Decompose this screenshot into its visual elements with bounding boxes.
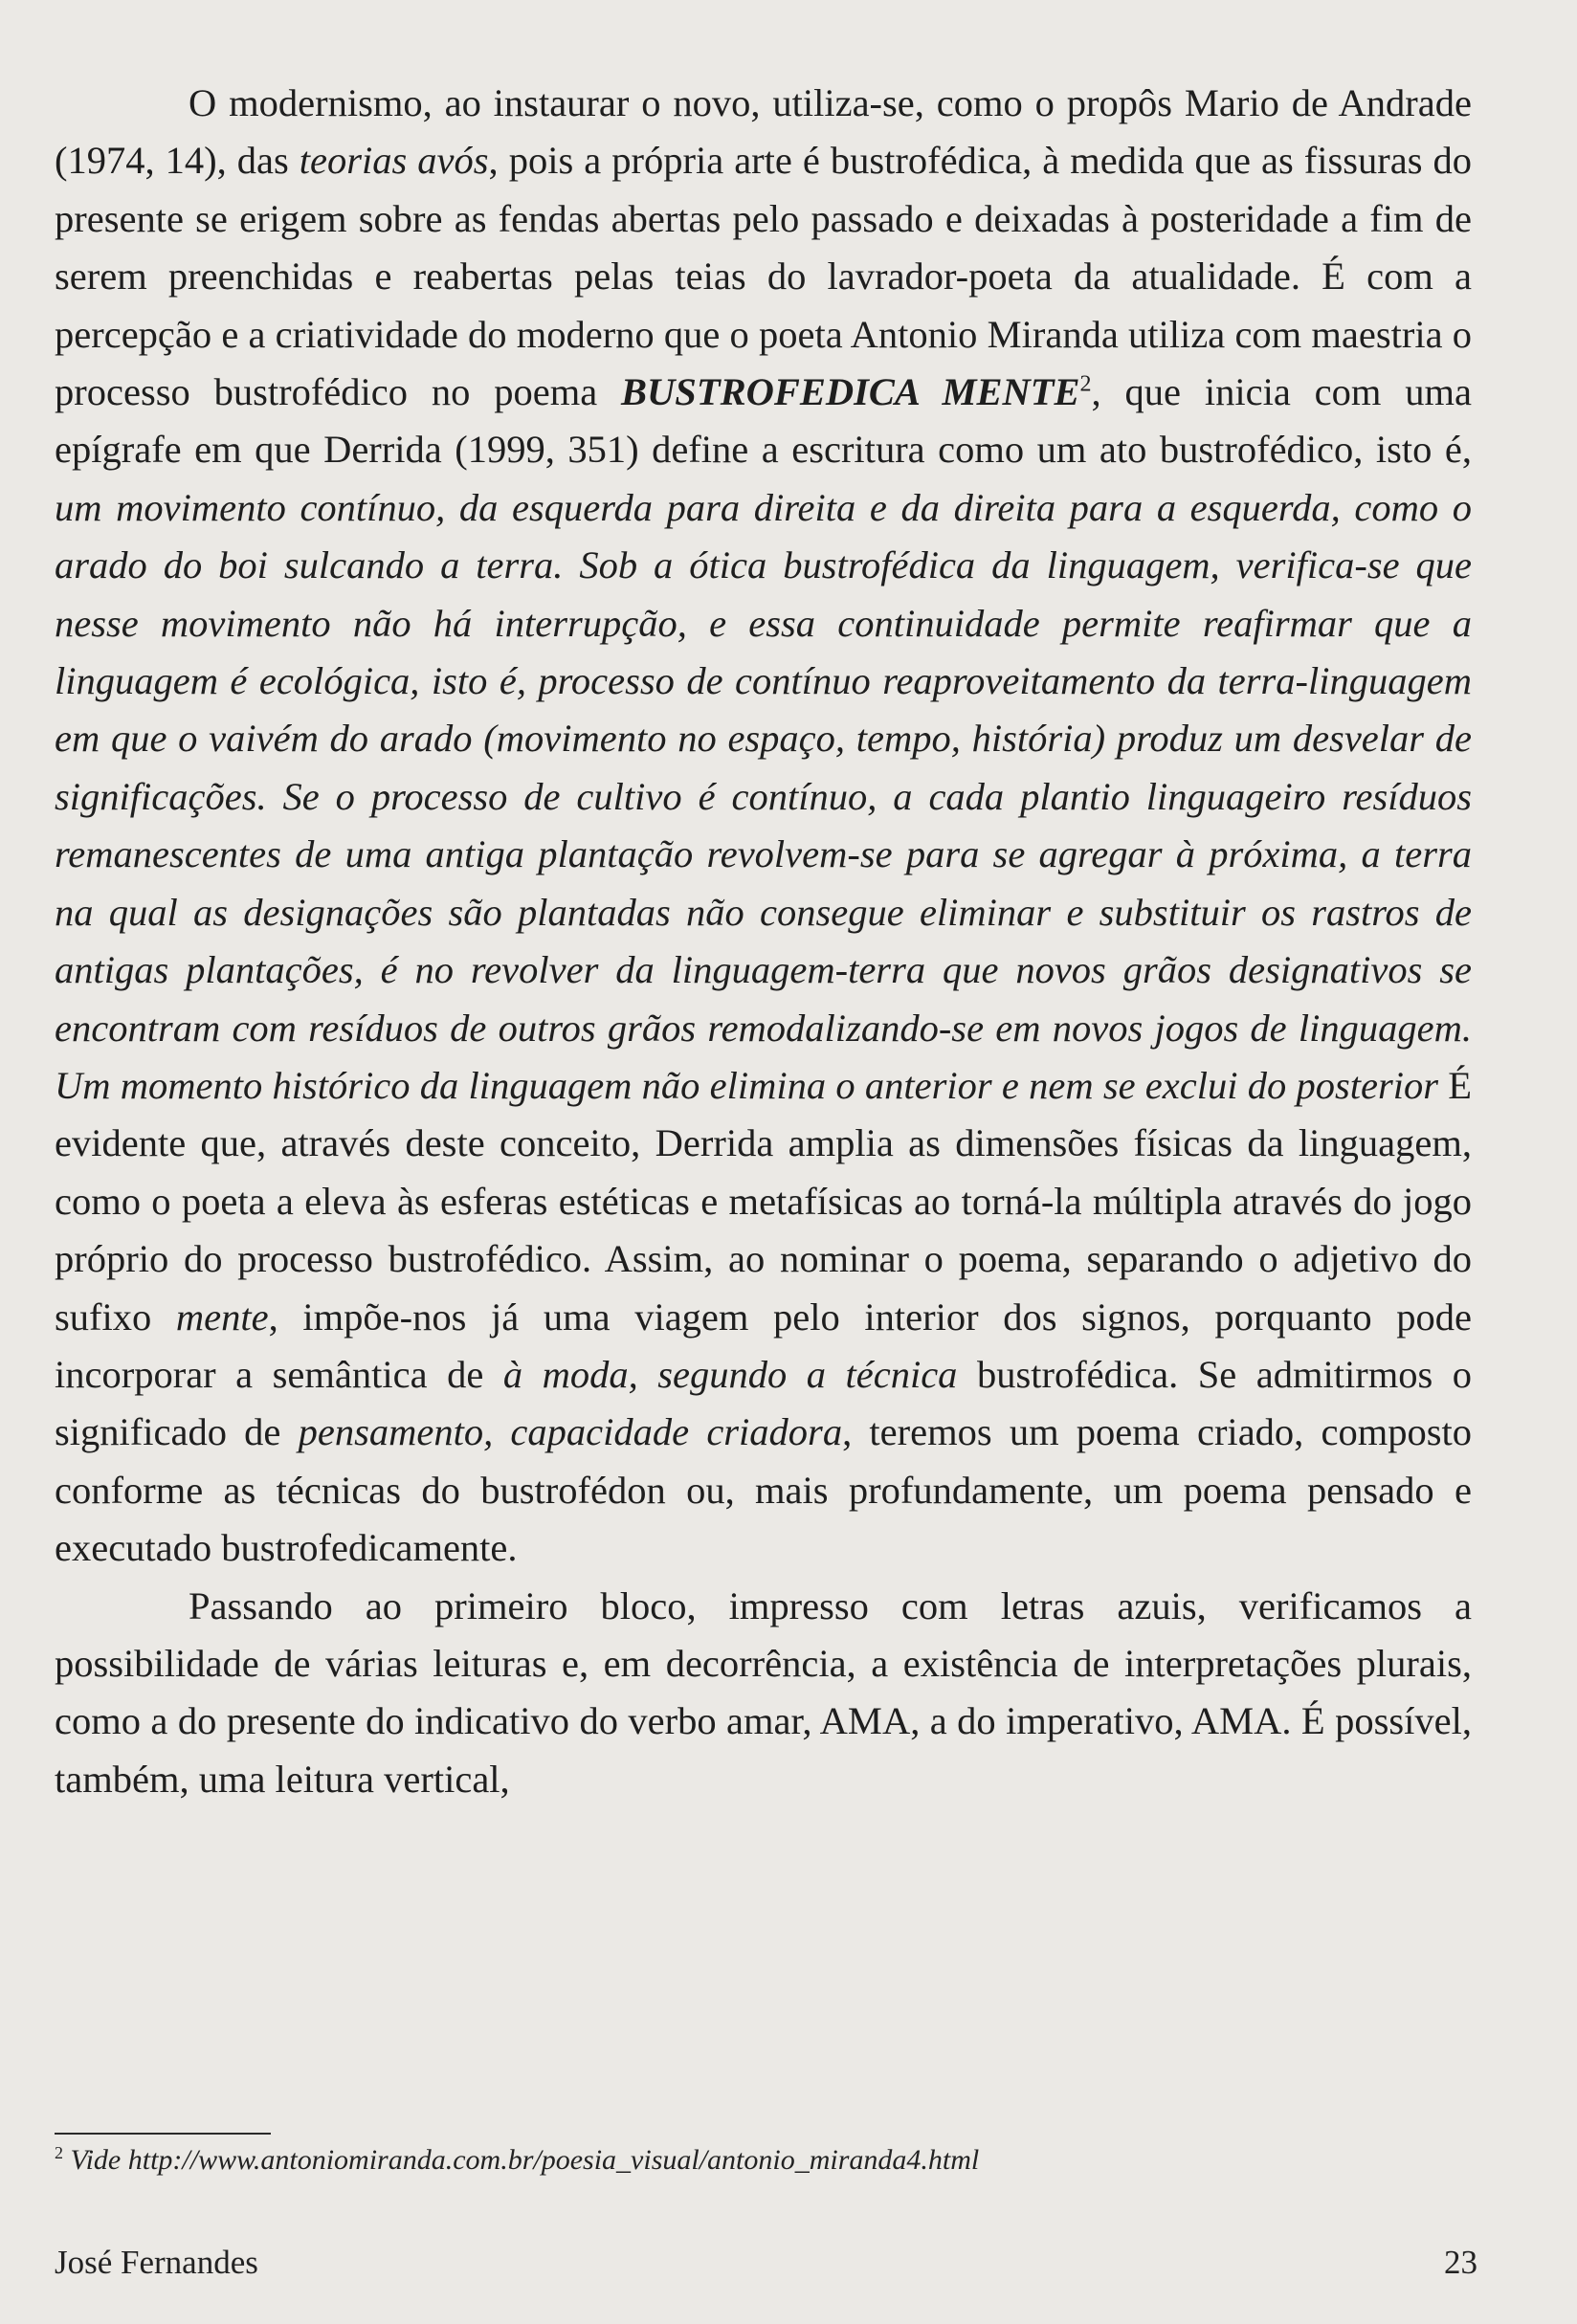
poem-title: BUSTROFEDICA MENTE bbox=[621, 370, 1080, 414]
footnote-marker: 2 bbox=[55, 2143, 63, 2162]
page-number: 23 bbox=[1444, 2244, 1477, 2281]
p1-italic-derrida-quote: um movimento contínuo, da esquerda para direita e da direita para a esquerda, como o arado do boi sulcando a terra. Sob a ótica bustrofédica da linguagem, verifica-se que nesse movimento não há interrupção, e essa continuidade permite reafirmar que a linguagem é ecológica, isto é, processo de contínuo reaproveitamento da terra-linguagem em que o vaivém do arado (movimento no espaço, tempo, história) produz um desvelar de significações. Se o processo de cultivo é contínuo, a cada plantio linguageiro resíduos remanescentes de uma antiga plantação revolvem-se para se agregar à próxima, a terra na qual as designações são plantadas não consegue eliminar e substituir os rastros de antigas plantações, é no revolver da linguagem-terra que novos grãos designativos se encontram com resíduos de outros grãos remodalizando-se em novos jogos de linguagem. Um momento histórico da linguagem não elimina o anterior e nem se exclui do posterior bbox=[55, 485, 1472, 1107]
p1-text-a: O modernismo, ao instaurar o novo, utiliza-se, como o propôs Mario de Andrade (1974, 14), das bbox=[55, 81, 1472, 183]
p1-text-c: , que inicia com uma epígrafe em que Derrida (1999, 351) define a escritura como um ato bustrofédico, isto é, bbox=[55, 370, 1472, 472]
footnote-text[interactable]: Vide http://www.antoniomiranda.com.br/poesia_visual/antonio_miranda4.html bbox=[63, 2144, 980, 2176]
p1-text-e: , impõe-nos já uma viagem pelo interior dos signos, porquanto pode incorporar a semântica de bbox=[55, 1295, 1472, 1396]
footnote bbox=[55, 2141, 979, 2180]
p1-italic-teorias-avos: teorias avós bbox=[299, 139, 489, 183]
p1-text-b: , pois a própria arte é bustrofédica, à medida que as fissuras do presente se erigem sobre as fendas abertas pelo passado e deixadas à posteridade a fim de serem preenchidas e reabertas pelas teias do lavrador-poeta da atualidade. É com a percepção e a criatividade do moderno que o poeta Antonio Miranda utiliza com maestria o processo bustrofédico no poema bbox=[55, 139, 1472, 414]
paragraph-2: Passando ao primeiro bloco, impresso com letras azuis, verificamos a possibilidade de várias leituras e, em decorrência, a existência de interpretações plurais, como a do presente do indicativo do verbo amar, AMA, a do imperativo, AMA. É possível, também, uma leitura vertical, bbox=[55, 1583, 1472, 1801]
p1-text-g: , teremos um poema criado, composto conforme as técnicas do bustrofédon ou, mais profundamente, um poema pensado e executado bustrofedicamente. bbox=[55, 1410, 1472, 1570]
p1-italic-a-moda: à moda, segundo a técnica bbox=[502, 1352, 958, 1396]
footnote-reference[interactable]: 2 bbox=[1079, 371, 1092, 397]
footnote-divider bbox=[55, 2133, 271, 2135]
p1-italic-pensamento: pensamento, capacidade criadora bbox=[298, 1410, 843, 1454]
running-footer-author: José Fernandes bbox=[55, 2244, 258, 2281]
p1-text-f: bustrofédica. Se admitirmos o significado de bbox=[55, 1352, 1473, 1454]
p1-italic-mente: mente bbox=[175, 1295, 269, 1339]
paragraph-1 bbox=[55, 75, 1472, 1578]
p1-text-d: É evidente que, através deste conceito, Derrida amplia as dimensões físicas da linguagem, como o poeta a eleva às esferas estéticas e metafísicas ao torná-la múltipla através do jogo próprio do processo bustrofédico. Assim, ao nominar o poema, separando o adjetivo do sufixo bbox=[55, 1063, 1472, 1339]
body-text bbox=[55, 75, 1472, 1808]
